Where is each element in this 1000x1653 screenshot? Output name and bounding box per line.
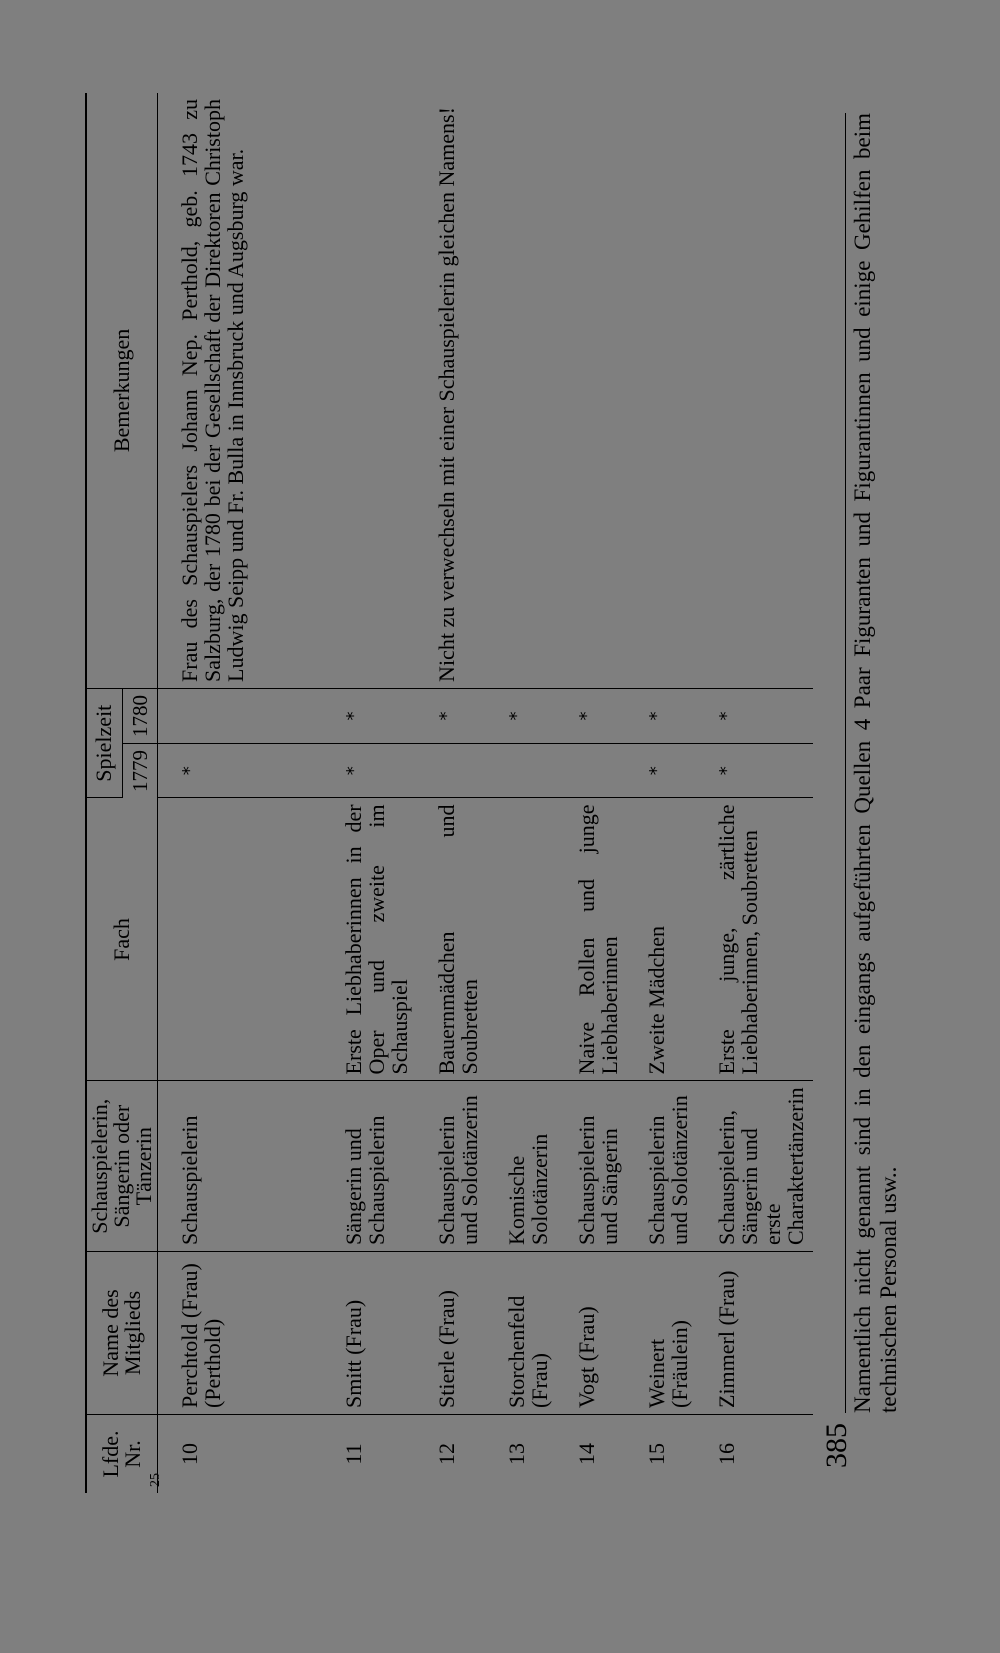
cell-fach: Naive Rollen und junge Liebhaberinnen xyxy=(555,798,625,1081)
cell-1779 xyxy=(415,743,485,798)
cell-type: Schauspielerin, Sängerin und erste Charaktertänzerin xyxy=(695,1081,813,1252)
cell-nr: 16 xyxy=(714,1443,739,1465)
table-row xyxy=(485,93,555,1493)
cell-remarks: Nicht zu verwechseln mit einer Schauspielerin gleichen Namens! xyxy=(415,93,485,688)
header-1780: 1780 xyxy=(122,688,157,743)
cell-1780: * xyxy=(415,688,485,743)
cell-1780: * xyxy=(485,688,555,743)
cell-name: Smitt (Frau) xyxy=(322,1252,415,1415)
cell-name: Storchenfeld (Frau) xyxy=(485,1252,555,1415)
cell-type: Schauspielerin und Sängerin xyxy=(555,1081,625,1252)
members-table-wrapper xyxy=(85,93,813,1493)
cell-1779: * xyxy=(695,743,813,798)
header-spielzeit: Spielzeit xyxy=(86,688,122,798)
cell-name: Zimmerl (Frau) xyxy=(695,1252,813,1415)
cell-1780: * xyxy=(322,688,415,743)
page-number: 385 xyxy=(820,1423,853,1468)
cell-1779: * xyxy=(158,743,323,798)
header-type: Schauspielerin, Sängerin oder Tänzerin xyxy=(86,1081,158,1252)
cell-nr: 15 xyxy=(644,1443,669,1465)
cell-1779: * xyxy=(322,743,415,798)
header-name: Name des Mitglieds xyxy=(86,1252,158,1415)
cell-remarks xyxy=(555,93,625,688)
sheet-mark: 25 xyxy=(148,1473,163,1487)
cell-fach: Erste junge, zärtliche Liebhaberinnen, Soubretten xyxy=(695,798,813,1081)
table-row xyxy=(555,93,625,1493)
header-remarks: Bemerkungen xyxy=(86,93,158,688)
cell-remarks xyxy=(322,93,415,688)
cell-fach xyxy=(158,798,323,1081)
cell-fach: Zweite Mädchen xyxy=(625,798,695,1081)
cell-1780: * xyxy=(695,688,813,743)
cell-1780: * xyxy=(555,688,625,743)
cell-type: Schauspielerin xyxy=(158,1081,323,1252)
cell-remarks xyxy=(695,93,813,688)
cell-1780: * xyxy=(625,688,695,743)
cell-nr: 10 xyxy=(177,1443,202,1465)
cell-remarks xyxy=(625,93,695,688)
table-row xyxy=(695,93,813,1493)
cell-name: Stierle (Frau) xyxy=(415,1252,485,1415)
cell-type: Schauspielerin und Solotänzerin xyxy=(625,1081,695,1252)
table-row xyxy=(322,93,415,1493)
cell-1779 xyxy=(555,743,625,798)
cell-name: Weinert (Fräulein) xyxy=(625,1252,695,1415)
cell-nr: 12 xyxy=(434,1443,459,1465)
table-row xyxy=(158,93,323,1493)
cell-type: Komische Solotänzerin xyxy=(485,1081,555,1252)
cell-fach: Erste Liebhaberinnen in der Oper und zweite im Schauspiel xyxy=(322,798,415,1081)
cell-nr: 13 xyxy=(504,1443,529,1465)
header-1779: 1779 xyxy=(122,743,157,798)
cell-1780 xyxy=(158,688,323,743)
header-nr: Lfde. Nr. xyxy=(86,1415,158,1494)
table-row xyxy=(625,93,695,1493)
cell-fach: Bauernmädchen und Soubretten xyxy=(415,798,485,1081)
members-table xyxy=(85,93,813,1493)
cell-1779: * xyxy=(625,743,695,798)
cell-remarks: Frau des Schauspielers Johann Nep. Perthold, geb. 1743 zu Salzburg, der 1780 bei der Gesellschaft der Direktoren Christoph Ludwig Seipp und Fr. Bulla in Innsbruck und Augsburg war. xyxy=(158,93,323,688)
cell-type: Schauspielerin und Solotänzerin xyxy=(415,1081,485,1252)
header-row xyxy=(86,93,122,1493)
footnote: Namentlich nicht genannt sind in den eingangs aufgeführten Quellen 4 Paar Figuranten und Figurantinnen und einige Gehilfen beim technischen Personal usw.. xyxy=(845,113,902,1413)
cell-remarks xyxy=(485,93,555,688)
table-row xyxy=(415,93,485,1493)
cell-1779 xyxy=(485,743,555,798)
cell-name: Perchtold (Frau) (Perthold) xyxy=(158,1252,323,1415)
cell-fach xyxy=(485,798,555,1081)
header-fach: Fach xyxy=(86,798,158,1081)
cell-name: Vogt (Frau) xyxy=(555,1252,625,1415)
cell-nr: 11 xyxy=(341,1443,366,1465)
cell-nr: 14 xyxy=(574,1443,599,1465)
cell-type: Sängerin und Schauspielerin xyxy=(322,1081,415,1252)
